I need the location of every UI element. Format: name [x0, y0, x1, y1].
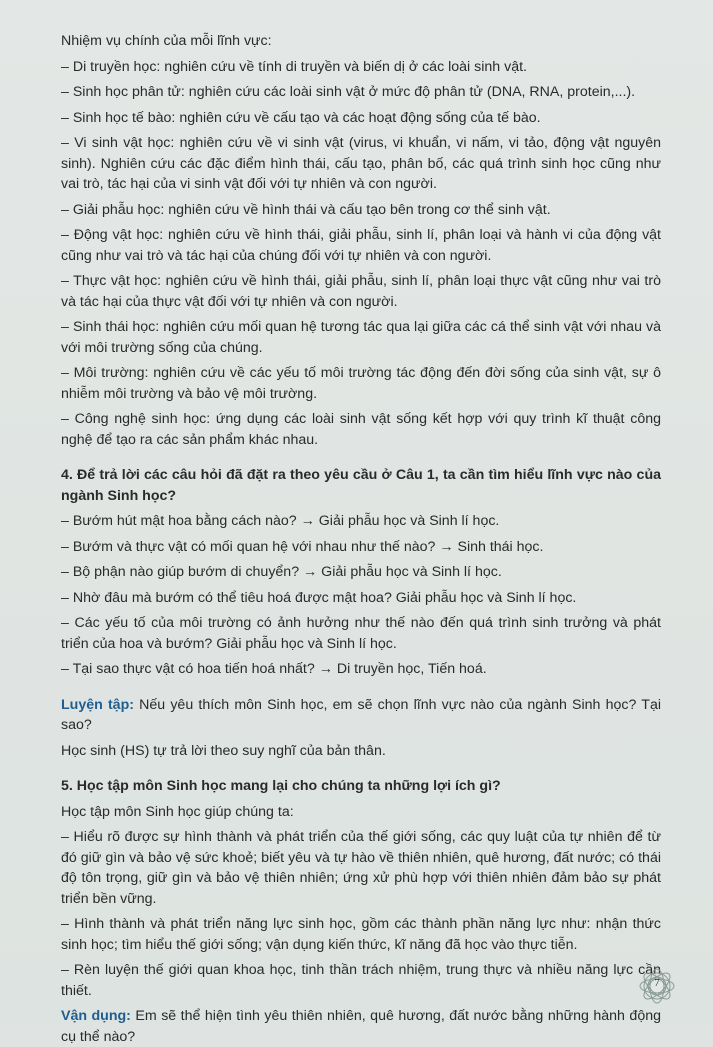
q4-answer-5: – Các yếu tố của môi trường có ảnh hưởng như thế nào đến quá trình sinh trưởng và phát triển của hoa và bướm? Giải phẫu học và Sinh lí học. — [61, 615, 661, 652]
field-botany: – Thực vật học: nghiên cứu về hình thái, giải phẫu, sinh lí, phân loại thực vật cũng như vai trò và tác hại của thực vật đối với tự nhiên và con người. — [61, 273, 661, 310]
page-number: 7 — [654, 977, 660, 989]
q4-answer-2: – Bướm và thực vật có mối quan hệ với nhau như thế nào? → Sinh thái học. — [61, 538, 544, 555]
fields-intro: Nhiệm vụ chính của mỗi lĩnh vực: — [61, 33, 272, 49]
page-content — [61, 31, 661, 1047]
q4-answer-3: – Bộ phận nào giúp bướm di chuyển? → Giải phẫu học và Sinh lí học. — [61, 564, 502, 580]
field-cell-biology: – Sinh học tế bào: nghiên cứu về cấu tạo và các hoạt động sống của tế bào. — [61, 109, 541, 126]
field-zoology: – Động vật học: nghiên cứu về hình thái, giải phẫu, sinh lí, phân loại và hành vi của động vật cũng như vai trò và tác hại của chúng đối với tự nhiên và con người. — [61, 227, 661, 264]
field-microbiology: – Vi sinh vật học: nghiên cứu về vi sinh vật (virus, vi khuẩn, vi nấm, vi tảo, động vật nguyên sinh). Nghiên cứu các đặc điểm hình thái, cấu tạo, phân bố, các quá trình sinh học cũng như vai trò, tác hại của vi sinh vật đối với tự nhiên và con người. — [61, 135, 661, 192]
apply-text: Em sẽ thể hiện tình yêu thiên nhiên, quê hương, đất nước bằng những hành động cụ thể nào? — [61, 1008, 661, 1045]
question-4: 4. Để trả lời các câu hỏi đã đặt ra theo yêu cầu ở Câu 1, ta cần tìm hiểu lĩnh vực nào của ngành Sinh học? — [61, 467, 661, 504]
practice-label: Luyện tập: — [61, 696, 134, 713]
practice-prompt — [61, 695, 661, 736]
q5-answer-1: – Hiểu rõ được sự hình thành và phát triển của thế giới sống, các quy luật của tự nhiên để từ đó giữ gìn và bảo vệ sức khoẻ; biết yêu và tự hào về thiên nhiên, quê hương, đất nước; có thái độ tôn trọng, giữ gìn và bảo vệ thiên nhiên; ứng xử phù hợp với thiên nhiên đảm bảo sự phát triển bền vững. — [61, 829, 661, 907]
field-molecular-biology: – Sinh học phân tử: nghiên cứu các loài sinh vật ở mức độ phân tử (DNA, RNA, protein,...). — [61, 84, 636, 100]
page-number-badge — [637, 966, 677, 1006]
q4-answer-4: – Nhờ đâu mà bướm có thể tiêu hoá được mật hoa? Giải phẫu học và Sinh lí học. — [61, 589, 577, 606]
field-environment: – Môi trường: nghiên cứu về các yếu tố môi trường tác động đến đời sống của sinh vật, sự ô nhiễm môi trường và bảo vệ môi trường. — [61, 365, 661, 402]
q5-intro: Học tập môn Sinh học giúp chúng ta: — [61, 803, 294, 820]
q5-answer-3: – Rèn luyện thế giới quan khoa học, tinh thần trách nhiệm, trung thực và nhiều năng lực cần thiết. — [61, 962, 661, 999]
field-genetics: – Di truyền học: nghiên cứu về tính di truyền và biến dị ở các loài sinh vật. — [61, 58, 527, 75]
question-5: 5. Học tập môn Sinh học mang lại cho chúng ta những lợi ích gì? — [61, 778, 501, 794]
apply-label: Vận dụng: — [61, 1008, 131, 1024]
practice-answer: Học sinh (HS) tự trả lời theo suy nghĩ của bản thân. — [61, 742, 386, 759]
apply-prompt — [61, 1006, 661, 1047]
field-anatomy: – Giải phẫu học: nghiên cứu về hình thái và cấu tạo bên trong cơ thể sinh vật. — [61, 201, 551, 218]
field-biotechnology: – Công nghệ sinh học: ứng dụng các loài sinh vật sống kết hợp với quy trình kĩ thuật công nghệ để tạo ra các sản phẩm khác nhau. — [61, 411, 661, 448]
q4-answer-1: – Bướm hút mật hoa bằng cách nào? → Giải phẫu học và Sinh lí học. — [61, 513, 500, 529]
q4-answer-6: – Tại sao thực vật có hoa tiến hoá nhất? → Di truyền học, Tiến hoá. — [61, 661, 487, 677]
q5-answer-2: – Hình thành và phát triển năng lực sinh học, gồm các thành phần năng lực như: nhận thức sinh học; tìm hiểu thế giới sống; vận dụng kiến thức, kĩ năng đã học vào thực tiễn. — [61, 916, 661, 953]
field-ecology: – Sinh thái học: nghiên cứu mối quan hệ tương tác qua lại giữa các cá thể sinh vật với nhau và với môi trường sống của chúng. — [61, 319, 661, 356]
practice-text: Nếu yêu thích môn Sinh học, em sẽ chọn lĩnh vực nào của ngành Sinh học? Tại sao? — [61, 696, 662, 733]
